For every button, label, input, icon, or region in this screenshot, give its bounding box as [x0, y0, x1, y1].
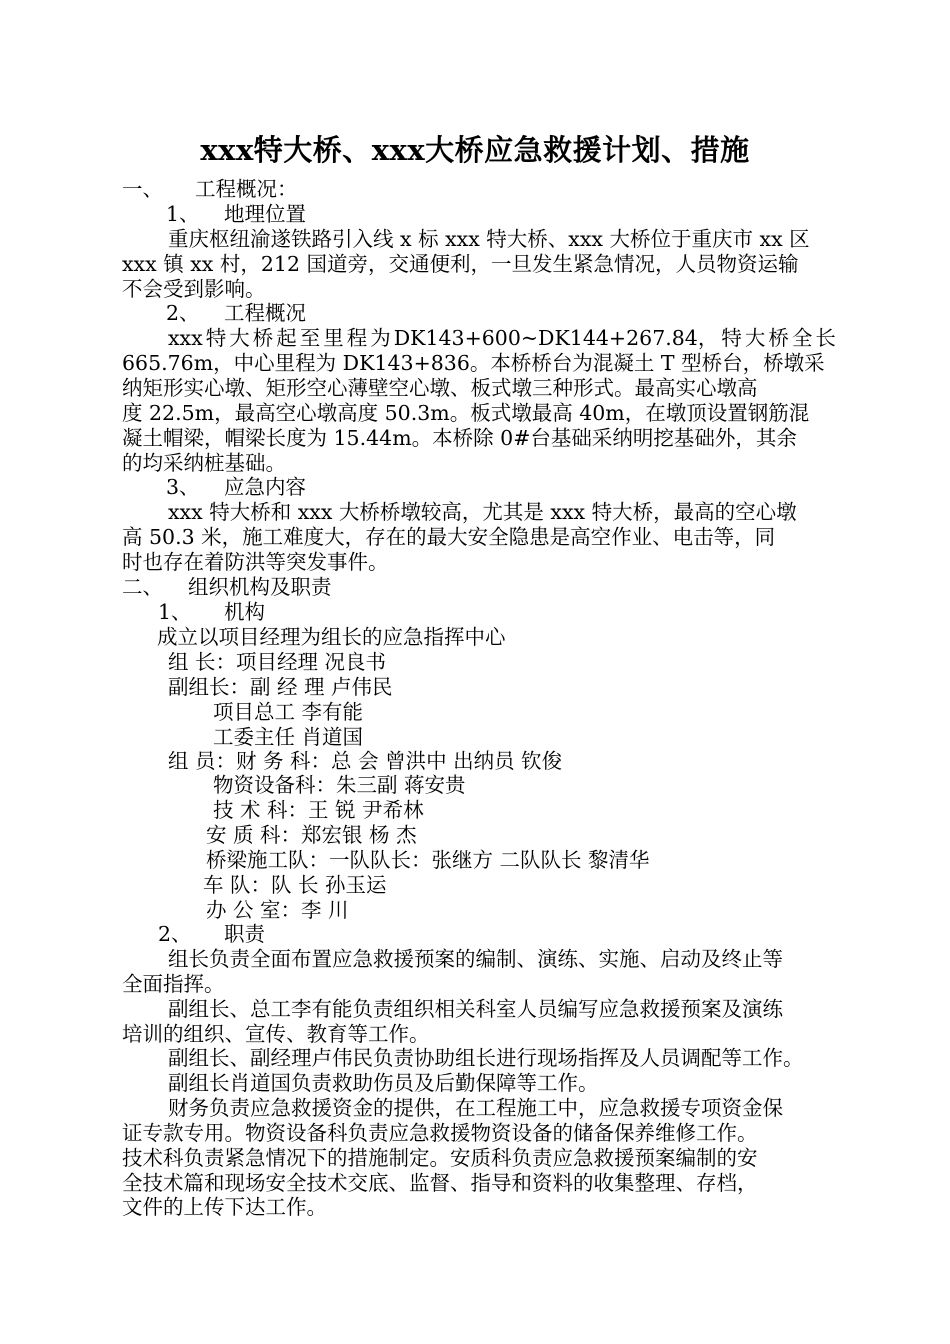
org-line: 组 长：项目经理 况良书: [168, 650, 387, 674]
paragraph-line: 高 50.3 米，施工难度大，存在的最大安全隐患是高空作业、电击等，同: [122, 525, 776, 549]
word: 程: [346, 326, 368, 350]
org-line: 成立以项目经理为组长的应急指挥中心: [157, 625, 506, 649]
subsection-1-1-heading: [166, 202, 306, 227]
subsection-1-2-heading: [166, 301, 306, 326]
section-1-heading: [122, 177, 298, 202]
word: 至: [299, 326, 321, 350]
paragraph-line: 全技术篇和现场安全技术交底、监督、指导和资料的收集整理、存档，: [122, 1171, 758, 1195]
subsection-2-1-heading: [158, 600, 265, 625]
paragraph-line: 时也存在着防洪等突发事件。: [122, 550, 389, 574]
document-title: xxx特大桥、xxx大桥应急救援计划、措施: [200, 133, 750, 167]
word: 里: [323, 326, 344, 350]
justified-paragraph-line: [168, 326, 836, 351]
subsection-2-2-number: 2、: [158, 922, 192, 946]
paragraph-line: 665.76m，中心里程为 DK143+836。本桥桥台为混凝土 T 型桥台，桥墩采: [122, 351, 825, 375]
section-2-heading: [122, 575, 332, 600]
org-line: 物资设备科：朱三副 蒋安贵: [213, 773, 466, 797]
org-line: 组 员：财 务 科：总 会 曾洪中 出纳员 钦俊: [168, 749, 563, 773]
subsection-1-3-number: 3、: [166, 475, 200, 499]
section-2-number: 二、: [122, 575, 163, 599]
section-2-title: 组织机构及职责: [188, 575, 332, 599]
word: 桥: [768, 326, 789, 350]
paragraph-line: 纳矩形实心墩、矩形空心薄壁空心墩、板式墩三种形式。最高实心墩高: [122, 376, 758, 400]
word: 大: [229, 326, 250, 350]
subsection-1-1-number: 1、: [166, 202, 200, 226]
paragraph-line: 度 22.5m，最高空心墩高度 50.3m。板式墩最高 40m，在墩顶设置钢筋混: [122, 401, 810, 425]
subsection-2-1-number: 1、: [158, 600, 192, 624]
paragraph-line: 文件的上传下达工作。: [122, 1195, 327, 1219]
subsection-1-3-heading: [166, 475, 306, 500]
paragraph-line: 全面指挥。: [122, 972, 225, 996]
paragraph-line: 凝土帽梁，帽梁长度为 15.44m。本桥除 0#台基础采纳明挖基础外，其余: [122, 426, 797, 450]
paragraph-line: 技术科负责紧急情况下的措施制定。安质科负责应急救援预案编制的安: [122, 1146, 758, 1170]
subsection-1-3-title: 应急内容: [224, 475, 306, 499]
paragraph-line: 组长负责全面布置应急救援预案的编制、演练、实施、启动及终止等: [168, 947, 783, 971]
paragraph-line: 的均采纳桩基础。: [122, 451, 286, 475]
subsection-2-1-title: 机构: [224, 600, 265, 624]
org-line: 桥梁施工队：一队队长：张继方 二队队长 黎清华: [206, 848, 650, 872]
paragraph-line: 副组长、副经理卢伟民负责协助组长进行现场指挥及人员调配等工作。: [168, 1046, 804, 1070]
paragraph-line: 不会受到影响。: [122, 277, 266, 301]
org-line: 办 公 室：李 川: [206, 898, 349, 922]
word: 大: [744, 326, 766, 350]
paragraph-line: 重庆枢纽渝遂铁路引入线 x 标 xxx 特大桥、xxx 大桥位于重庆市 xx 区: [168, 227, 810, 251]
subsection-1-1-title: 地理位置: [224, 202, 306, 226]
subsection-1-2-title: 工程概况: [224, 301, 306, 325]
word: 长: [815, 326, 836, 350]
word: xxx: [168, 326, 203, 350]
subsection-1-2-number: 2、: [166, 301, 200, 325]
word: DK143+600~DK144+267.84，: [393, 326, 719, 350]
paragraph-line: 证专款专用。物资设备科负责应急救援物资设备的储备保养维修工作。: [122, 1121, 758, 1145]
section-1-number: 一、: [122, 177, 163, 201]
org-line: 安 质 科：郑宏银 杨 杰: [206, 823, 417, 847]
subsection-2-2-title: 职责: [224, 922, 265, 946]
paragraph-line: 副组长肖道国负责救助伤员及后勤保障等工作。: [168, 1071, 599, 1095]
word: 全: [791, 326, 813, 350]
paragraph-line: 副组长、总工李有能负责组织相关科室人员编写应急救援预案及演练: [168, 997, 783, 1021]
org-line: 工委主任 肖道国: [213, 725, 364, 749]
subsection-2-2-heading: [158, 922, 265, 947]
word: 特: [721, 326, 742, 350]
word: 为: [370, 326, 391, 350]
paragraph-line: xxx 特大桥和 xxx 大桥桥墩较高，尤其是 xxx 特大桥，最高的空心墩: [168, 500, 797, 524]
word: 特: [205, 326, 227, 350]
word: 桥: [252, 326, 274, 350]
paragraph-line: 财务负责应急救援资金的提供，在工程施工中，应急救援专项资金保: [168, 1096, 783, 1120]
org-line: 副组长：副 经 理 卢伟民: [168, 675, 393, 699]
org-line: 项目总工 李有能: [213, 700, 364, 724]
word: 起: [276, 326, 297, 350]
org-line: 车 队：队 长 孙玉运: [203, 873, 387, 897]
section-1-title: 工程概况：: [195, 177, 298, 201]
org-line: 技 术 科：王 锐 尹希林: [213, 798, 424, 822]
paragraph-line: 培训的组织、宣传、教育等工作。: [122, 1022, 430, 1046]
paragraph-line: xxx 镇 xx 村，212 国道旁，交通便利，一旦发生紧急情况，人员物资运输: [122, 252, 799, 276]
